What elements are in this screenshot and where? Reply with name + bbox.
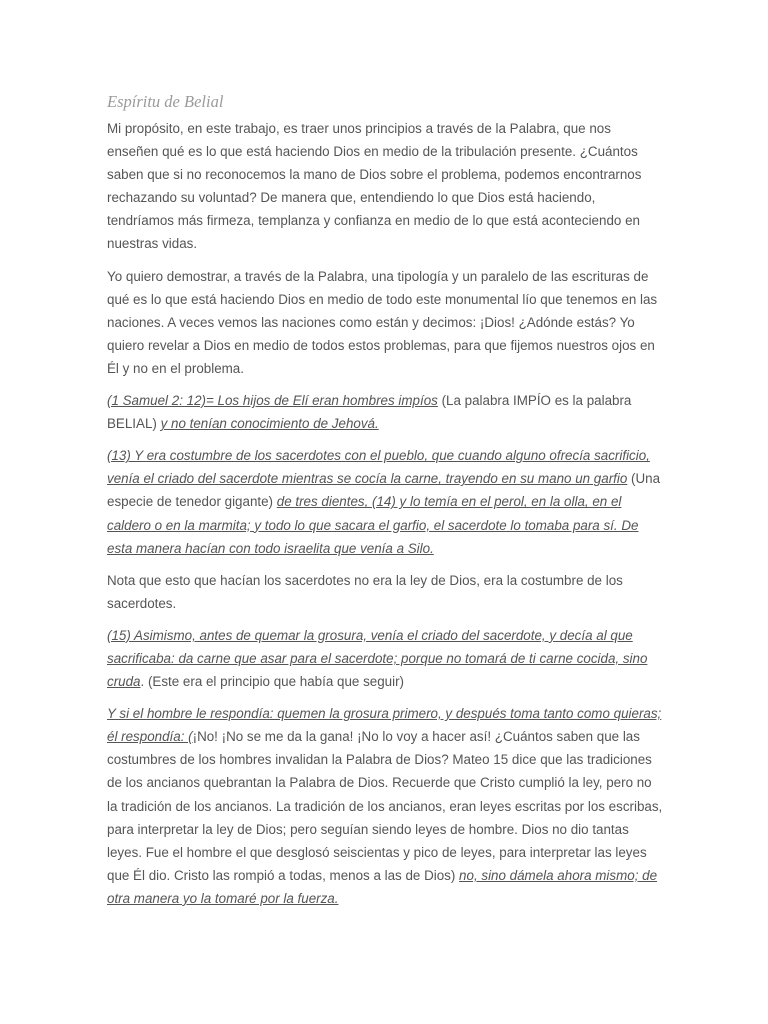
- paragraph-intro: Mi propósito, en este trabajo, es traer unos principios a través de la Palabra, que nos enseñen qué es lo que está haciendo Dios en medio de la tribulación presente. ¿Cuántos saben que si no reconocemos la mano de Dios sobre el problema, podemos encontrarnos rechazando su voluntad? De manera que, entendiendo lo que Dios está haciendo, tendríamos más firmeza, templanza y confianza en medio de lo que está aconteciendo en nuestras vidas.: [107, 121, 642, 252]
- paragraph-samuel-16: [107, 702, 665, 910]
- paragraph-samuel-15: [107, 624, 665, 693]
- paragraph-samuel-12: [107, 389, 665, 435]
- document-page: [107, 90, 665, 919]
- commentary-text: ¡No! ¡No se me da la gana! ¡No lo voy a hacer así! ¿Cuántos saben que las costumbres de los hombres invalidan la Palabra de Dios? Mateo 15 dice que las tradiciones de los ancianos quebrantan la Palabra de Dios. Recuerde que Cristo cumplió la ley, pero no la tradición de los ancianos. La tradición de los ancianos, eran leyes escritas por los escribas, para interpretar la ley de Dios; pero seguían siendo leyes de hombre. Dios no dio tantas leyes. Fue el hombre el que desglosó seiscientas y pico de leyes, para interpretar las leyes que Él dio. Cristo las rompió a todas, menos a las de Dios): [107, 729, 663, 883]
- paragraph-samuel-13: [107, 444, 665, 559]
- document-title: Espíritu de Belial: [107, 92, 224, 111]
- scripture-quote: (15) Asimismo, antes de quemar la grosura, venía el criado del sacerdote, y decía al que sacrificaba: da carne que asar para el sacerdote; porque no tomará de ti carne cocida, sino cruda: [107, 627, 648, 690]
- commentary-text: . (Este era el principio que había que seguir): [140, 674, 405, 690]
- scripture-quote: de tres dientes, (14) y lo temía en el perol, en la olla, en el caldero o en la marmita; y todo lo que sacara el garfio, el sacerdote lo tomaba para sí. De esta manera hacían con todo israelita que venía a Silo.: [107, 494, 639, 556]
- scripture-quote: (1 Samuel 2: 12)= Los hijos de Elí eran hombres impíos: [107, 393, 438, 409]
- paragraph-typology: Yo quiero demostrar, a través de la Palabra, una tipología y un paralelo de las escrituras de qué es lo que está haciendo Dios en medio de todo este monumental lío que tenemos en las naciones. A veces vemos las naciones como están y decimos: ¡Dios! ¿Adónde estás? Yo quiero revelar a Dios en medio de todos estos problemas, para que fijemos nuestros ojos en Él y no en el problema.: [107, 268, 658, 376]
- paragraph-note: Nota que esto que hacían los sacerdotes no era la ley de Dios, era la costumbre de los sacerdotes.: [107, 572, 623, 611]
- commentary-text: (La palabra IMPÍO es la palabra BELIAL): [107, 393, 632, 432]
- scripture-quote: (13) Y era costumbre de los sacerdotes con el pueblo, que cuando alguno ofrecía sacrificio, venía el criado del sacerdote mientras se cocía la carne, trayendo en su mano un garfio: [107, 448, 650, 487]
- scripture-quote: Y si el hombre le respondía: quemen la grosura primero, y después toma tanto como quieras; él respondía: (: [107, 706, 662, 745]
- scripture-quote: y no tenían conocimiento de Jehová.: [160, 416, 379, 432]
- commentary-text: (Una especie de tenedor gigante): [107, 471, 661, 510]
- scripture-quote: no, sino dámela ahora mismo; de otra manera yo la tomaré por la fuerza.: [107, 867, 658, 906]
